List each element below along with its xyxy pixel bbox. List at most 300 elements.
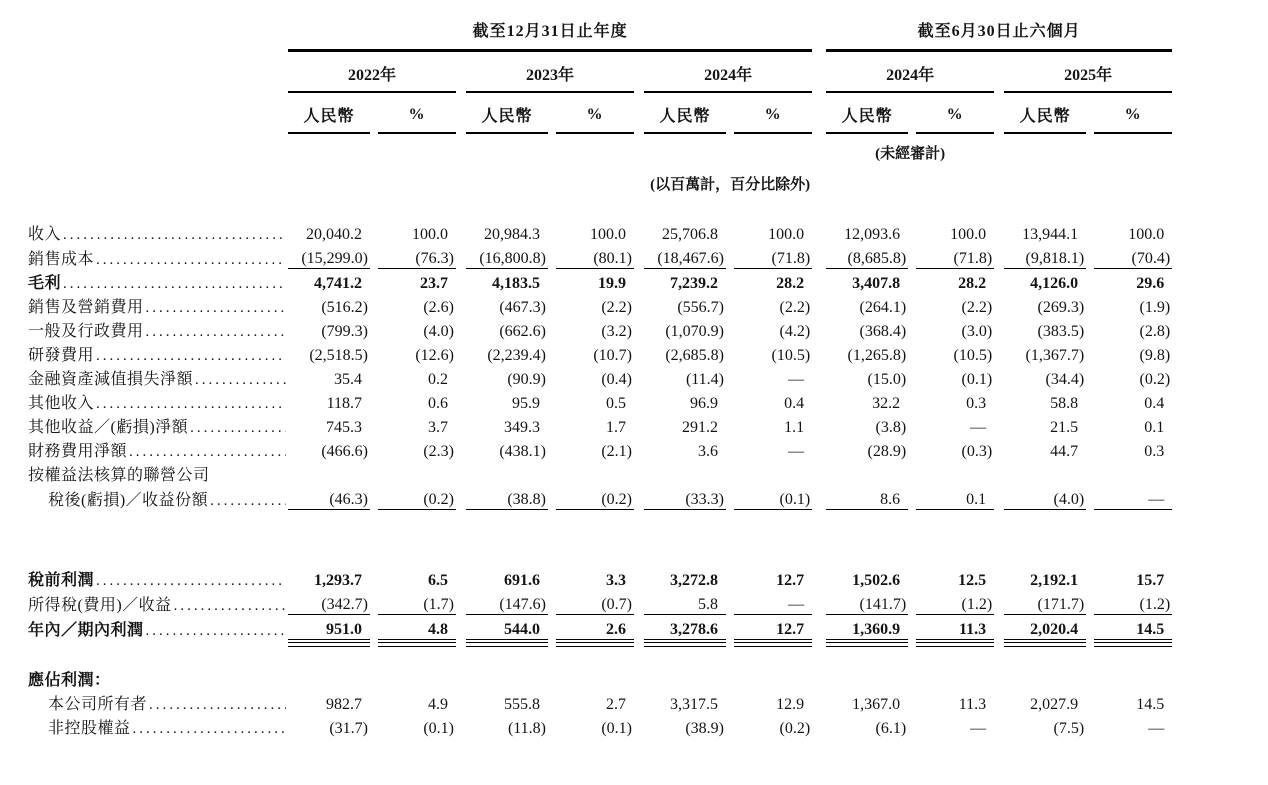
- value-percent: 12.5: [958, 572, 987, 589]
- value-rmb: 25,706.8: [662, 226, 718, 243]
- row-label: [28, 590, 288, 615]
- value-percent: [1094, 461, 1172, 485]
- column-gap: [812, 269, 826, 294]
- percent-header: %: [378, 92, 456, 133]
- row-label: [28, 566, 288, 590]
- value-rmb: (342.7): [288, 590, 370, 615]
- double-rule: [644, 640, 726, 651]
- value-percent: (0.2): [556, 485, 634, 510]
- column-gap: [456, 590, 466, 615]
- value-rmb: 349.3: [504, 419, 540, 436]
- value-percent: 4.8: [378, 615, 456, 640]
- dot-leader: [210, 492, 286, 510]
- row-label: [28, 615, 288, 640]
- table-row: [28, 485, 1172, 510]
- value-percent: (2.2): [961, 299, 993, 316]
- value-percent: 14.5: [1136, 696, 1165, 713]
- column-gap: [370, 566, 378, 590]
- column-gap: [370, 269, 378, 294]
- value-rmb: [288, 461, 370, 485]
- column-gap: [548, 566, 556, 590]
- column-gap: [812, 389, 826, 413]
- value-rmb: 291.2: [682, 419, 718, 436]
- column-gap: [548, 690, 556, 714]
- column-gap: [370, 293, 378, 317]
- table-row: [28, 413, 1172, 437]
- row-label-text: 毛利: [28, 275, 62, 292]
- value-percent: [916, 666, 994, 690]
- column-gap: [456, 640, 466, 651]
- value-rmb: 3,272.8: [670, 572, 718, 589]
- table-row: [28, 269, 1172, 294]
- column-gap: [370, 413, 378, 437]
- column-gap: [1086, 317, 1094, 341]
- value-percent: (9.8): [1139, 347, 1171, 364]
- column-gap: [908, 690, 916, 714]
- value-rmb: (662.6): [499, 323, 546, 340]
- value-rmb: 7,239.2: [670, 275, 718, 292]
- value-percent: (2.2): [779, 299, 811, 316]
- double-rule: [378, 640, 456, 651]
- value-percent: —: [788, 371, 805, 388]
- value-rmb: [288, 666, 370, 690]
- value-rmb: (383.5): [1037, 323, 1085, 340]
- column-gap: [456, 317, 466, 341]
- column-gap: [726, 413, 734, 437]
- value-percent: 29.6: [1136, 275, 1165, 292]
- column-gap: [726, 640, 734, 651]
- value-rmb: [1004, 461, 1086, 485]
- column-gap: [812, 566, 826, 590]
- column-gap: [726, 666, 734, 690]
- value-percent: 28.2: [776, 275, 805, 292]
- column-gap: [726, 615, 734, 640]
- column-gap: [994, 640, 1004, 651]
- column-gap: [634, 437, 644, 461]
- column-gap: [370, 615, 378, 640]
- value-rmb: (269.3): [1037, 299, 1085, 316]
- value-rmb: (1,367.7): [1025, 347, 1085, 364]
- value-rmb: 3,407.8: [852, 275, 901, 292]
- value-rmb: (28.9): [867, 443, 907, 460]
- income-statement-table: [28, 16, 1172, 738]
- row-label: [28, 437, 288, 461]
- year-header-2024: 2024年: [644, 51, 812, 93]
- column-gap: [994, 269, 1004, 294]
- column-gap: [908, 666, 916, 690]
- value-rmb: 1,502.6: [852, 572, 901, 589]
- table-row: [28, 389, 1172, 413]
- column-gap: [1086, 413, 1094, 437]
- column-gap: [370, 389, 378, 413]
- column-gap: [456, 437, 466, 461]
- value-percent: 0.5: [606, 395, 626, 412]
- table-row: [28, 365, 1172, 389]
- column-gap: [812, 615, 826, 640]
- value-percent: 0.4: [784, 395, 805, 412]
- value-rmb: (11.4): [685, 371, 724, 388]
- column-gap: [908, 317, 916, 341]
- column-gap: [812, 461, 826, 485]
- double-rule: [288, 640, 370, 651]
- value-rmb: (6.1): [875, 720, 907, 737]
- column-gap: [908, 269, 916, 294]
- value-percent: (0.1): [961, 371, 993, 388]
- value-rmb: [644, 461, 726, 485]
- row-label-text: 研發費用: [28, 347, 95, 364]
- value-rmb: 35.4: [334, 371, 362, 388]
- column-gap: [908, 714, 916, 738]
- value-percent: 2.7: [606, 696, 626, 713]
- currency-header: 人民幣: [644, 92, 726, 133]
- dot-leader: [133, 720, 286, 738]
- column-gap: [994, 244, 1004, 269]
- row-label-text: 收入: [28, 226, 62, 243]
- label-column-spacer: [28, 16, 288, 51]
- value-rmb: [644, 666, 726, 690]
- value-rmb: (31.7): [329, 720, 368, 737]
- row-label: [28, 293, 288, 317]
- value-percent: 0.2: [428, 371, 448, 388]
- column-gap: [726, 461, 734, 485]
- column-gap: [726, 365, 734, 389]
- value-percent: [1094, 666, 1172, 690]
- value-rmb: (9,818.1): [1004, 244, 1086, 269]
- value-percent: (71.8): [734, 244, 812, 269]
- column-gap: [456, 244, 466, 269]
- dot-leader: [174, 597, 286, 615]
- year-header-interim-2025: 2025年: [1004, 51, 1172, 93]
- value-rmb: (556.7): [677, 299, 724, 316]
- column-gap: [456, 220, 466, 244]
- column-gap: [634, 365, 644, 389]
- column-gap: [634, 269, 644, 294]
- value-rmb: (15,299.0): [288, 244, 370, 269]
- column-gap: [726, 566, 734, 590]
- row-label-text: 稅後(虧損)／收益份額: [48, 491, 209, 509]
- column-gap: [456, 413, 466, 437]
- value-percent: (0.2): [1139, 371, 1171, 388]
- value-rmb: (467.3): [499, 299, 546, 316]
- row-label: [28, 666, 288, 690]
- row-label: [28, 690, 288, 714]
- value-rmb: 4,183.5: [492, 275, 540, 292]
- table-row: [28, 714, 1172, 738]
- value-percent: (10.5): [771, 347, 811, 364]
- value-rmb: (171.7): [1004, 590, 1086, 615]
- column-gap: [812, 220, 826, 244]
- year-header-interim-2024: 2024年: [826, 51, 994, 93]
- column-gap: [812, 666, 826, 690]
- column-gap: [548, 666, 556, 690]
- column-gap: [908, 220, 916, 244]
- column-gap: [1086, 615, 1094, 640]
- column-gap: [908, 590, 916, 615]
- value-percent: (0.2): [378, 485, 456, 510]
- value-percent: (1.9): [1139, 299, 1171, 316]
- value-percent: [734, 666, 812, 690]
- value-percent: (80.1): [556, 244, 634, 269]
- column-gap: [1086, 714, 1094, 738]
- percent-header: %: [556, 92, 634, 133]
- value-rmb: 1,360.9: [826, 615, 908, 640]
- value-rmb: 544.0: [466, 615, 548, 640]
- value-rmb: 58.8: [1050, 395, 1079, 412]
- column-gap: [726, 244, 734, 269]
- column-gap: [1086, 566, 1094, 590]
- column-gap: [994, 220, 1004, 244]
- table-row: [28, 566, 1172, 590]
- row-label-text: 非控股權益: [48, 720, 131, 737]
- column-gap: [548, 293, 556, 317]
- value-percent: (4.2): [779, 323, 811, 340]
- value-rmb: (16,800.8): [466, 244, 548, 269]
- column-gap: [634, 389, 644, 413]
- row-label: [28, 244, 288, 269]
- column-gap: [456, 269, 466, 294]
- column-gap: [456, 485, 466, 510]
- column-gap: [726, 690, 734, 714]
- column-gap: [548, 389, 556, 413]
- row-label-text: 金融資產減值損失淨額: [28, 371, 194, 388]
- dot-leader: [146, 622, 286, 640]
- column-gap: [994, 389, 1004, 413]
- value-percent: [378, 461, 456, 485]
- value-rmb: 96.9: [690, 395, 718, 412]
- column-gap: [456, 615, 466, 640]
- row-label-text: 本公司所有者: [48, 696, 148, 713]
- column-gap: [548, 317, 556, 341]
- column-gap: [548, 269, 556, 294]
- value-rmb: (368.4): [859, 323, 907, 340]
- value-rmb: 8.6: [826, 485, 908, 510]
- column-gap: [548, 714, 556, 738]
- table-body: [28, 194, 1172, 738]
- unaudited-note-row: [28, 133, 1172, 163]
- value-percent: (3.0): [961, 323, 993, 340]
- spacer-row: [28, 194, 1172, 220]
- row-label: [28, 317, 288, 341]
- value-rmb: (18,467.6): [644, 244, 726, 269]
- column-gap: [812, 293, 826, 317]
- value-percent: 0.1: [1144, 419, 1165, 436]
- column-gap: [812, 690, 826, 714]
- row-label-text: 稅前利潤: [28, 572, 95, 589]
- table-row: [28, 317, 1172, 341]
- column-gap: [1086, 220, 1094, 244]
- spacer-row: [28, 510, 1172, 567]
- double-rule: [1094, 640, 1172, 651]
- dot-leader: [146, 323, 286, 341]
- value-rmb: 951.0: [288, 615, 370, 640]
- column-gap: [726, 269, 734, 294]
- column-gap: [370, 244, 378, 269]
- column-gap: [1086, 461, 1094, 485]
- column-gap: [370, 437, 378, 461]
- value-rmb: 691.6: [504, 572, 540, 589]
- value-rmb: 20,984.3: [484, 226, 540, 243]
- value-rmb: 3,278.6: [644, 615, 726, 640]
- dot-leader: [63, 275, 286, 293]
- year-header-2023: 2023年: [466, 51, 634, 93]
- value-rmb: [826, 666, 908, 690]
- column-gap: [994, 485, 1004, 510]
- value-percent: (1.2): [916, 590, 994, 615]
- column-gap: [994, 590, 1004, 615]
- value-percent: 0.3: [966, 395, 987, 412]
- column-gap: [634, 640, 644, 651]
- value-rmb: 2,027.9: [1030, 696, 1079, 713]
- value-percent: 1.1: [784, 419, 805, 436]
- column-gap: [812, 341, 826, 365]
- column-gap: [1086, 293, 1094, 317]
- value-rmb: [466, 666, 548, 690]
- column-gap: [726, 317, 734, 341]
- row-label: [28, 269, 288, 294]
- column-gap: [370, 666, 378, 690]
- value-percent: (12.6): [415, 347, 454, 364]
- value-percent: (1.2): [1094, 590, 1172, 615]
- column-gap: [726, 389, 734, 413]
- row-label-text: 其他收益／(虧損)淨額: [28, 419, 189, 436]
- value-rmb: (147.6): [466, 590, 548, 615]
- value-rmb: (8,685.8): [826, 244, 908, 269]
- value-percent: (0.4): [601, 371, 632, 388]
- column-gap: [726, 714, 734, 738]
- value-rmb: (34.4): [1045, 371, 1085, 388]
- value-percent: (0.1): [423, 720, 454, 737]
- row-label: [28, 341, 288, 365]
- dot-leader: [96, 251, 286, 269]
- value-percent: (3.2): [601, 323, 632, 340]
- value-percent: 11.3: [916, 615, 994, 640]
- dot-leader: [63, 226, 286, 244]
- value-percent: 12.7: [734, 615, 812, 640]
- value-rmb: (264.1): [859, 299, 907, 316]
- column-gap: [456, 341, 466, 365]
- year-row: [28, 51, 1172, 93]
- value-rmb: 555.8: [504, 696, 540, 713]
- dot-leader: [129, 443, 286, 461]
- table-row: [28, 341, 1172, 365]
- value-percent: —: [970, 720, 987, 737]
- value-rmb: 12,093.6: [844, 226, 901, 243]
- value-percent: 3.3: [606, 572, 626, 589]
- value-percent: 2.6: [556, 615, 634, 640]
- value-rmb: (516.2): [321, 299, 368, 316]
- unaudited-note: (未經審計): [875, 146, 946, 162]
- row-label: [28, 413, 288, 437]
- column-gap: [634, 615, 644, 640]
- column-gap: [634, 461, 644, 485]
- double-rule: [826, 640, 908, 651]
- row-label: [28, 220, 288, 244]
- row-label-text: 其他收入: [28, 395, 95, 412]
- column-gap: [1086, 244, 1094, 269]
- currency-header: 人民幣: [826, 92, 908, 133]
- column-gap: [908, 461, 916, 485]
- column-gap: [908, 615, 916, 640]
- column-gap: [726, 341, 734, 365]
- column-gap: [634, 244, 644, 269]
- column-gap: [456, 461, 466, 485]
- value-percent: 11.3: [958, 696, 987, 713]
- value-percent: 100.0: [768, 226, 805, 243]
- units-note-row: [28, 163, 1172, 194]
- row-label-text: 應佔利潤：: [28, 672, 111, 689]
- value-percent: —: [734, 590, 812, 615]
- percent-header: %: [734, 92, 812, 133]
- column-gap: [812, 244, 826, 269]
- value-rmb: 982.7: [326, 696, 362, 713]
- column-gap: [634, 413, 644, 437]
- column-gap: [370, 690, 378, 714]
- value-rmb: [466, 461, 548, 485]
- column-gap: [812, 590, 826, 615]
- value-rmb: (7.5): [1053, 720, 1085, 737]
- value-percent: 28.2: [958, 275, 987, 292]
- value-rmb: 20,040.2: [306, 226, 362, 243]
- row-label-text: 年內／期內利潤: [28, 621, 144, 639]
- column-gap: [634, 293, 644, 317]
- column-gap: [994, 690, 1004, 714]
- table-row: [28, 590, 1172, 615]
- column-gap: [370, 485, 378, 510]
- column-gap: [908, 437, 916, 461]
- value-percent: (2.1): [601, 443, 632, 460]
- column-gap: [1086, 437, 1094, 461]
- row-label: [28, 714, 288, 738]
- dot-leader: [96, 572, 286, 590]
- value-percent: 100.0: [412, 226, 448, 243]
- group-header-interim: 截至6月30日止六個月: [826, 16, 1172, 51]
- column-gap: [908, 485, 916, 510]
- value-percent: —: [788, 443, 805, 460]
- value-rmb: 32.2: [872, 395, 901, 412]
- value-rmb: 118.7: [326, 395, 362, 412]
- value-percent: 19.9: [598, 275, 626, 292]
- value-percent: 15.7: [1136, 572, 1165, 589]
- period-group-row: [28, 16, 1172, 51]
- value-percent: 1.7: [606, 419, 626, 436]
- column-gap: [726, 437, 734, 461]
- table-row: [28, 615, 1172, 640]
- value-percent: (4.0): [423, 323, 454, 340]
- currency-header: 人民幣: [1004, 92, 1086, 133]
- column-gap: [994, 413, 1004, 437]
- column-gap: [548, 590, 556, 615]
- column-gap: [908, 293, 916, 317]
- value-percent: —: [1148, 720, 1165, 737]
- row-label-text: 所得稅(費用)／收益: [28, 596, 172, 614]
- value-percent: (10.7): [593, 347, 632, 364]
- value-percent: 0.4: [1144, 395, 1165, 412]
- column-gap: [994, 615, 1004, 640]
- column-gap: [1086, 640, 1094, 651]
- column-gap: [370, 714, 378, 738]
- column-gap: [634, 690, 644, 714]
- currency-header: 人民幣: [288, 92, 370, 133]
- spacer-row: [28, 650, 1172, 666]
- value-percent: 0.1: [916, 485, 994, 510]
- column-gap: [908, 341, 916, 365]
- value-percent: (70.4): [1094, 244, 1172, 269]
- column-gap: [812, 640, 826, 651]
- value-rmb: (15.0): [867, 371, 907, 388]
- column-gap: [456, 690, 466, 714]
- column-gap: [994, 341, 1004, 365]
- column-gap: [908, 365, 916, 389]
